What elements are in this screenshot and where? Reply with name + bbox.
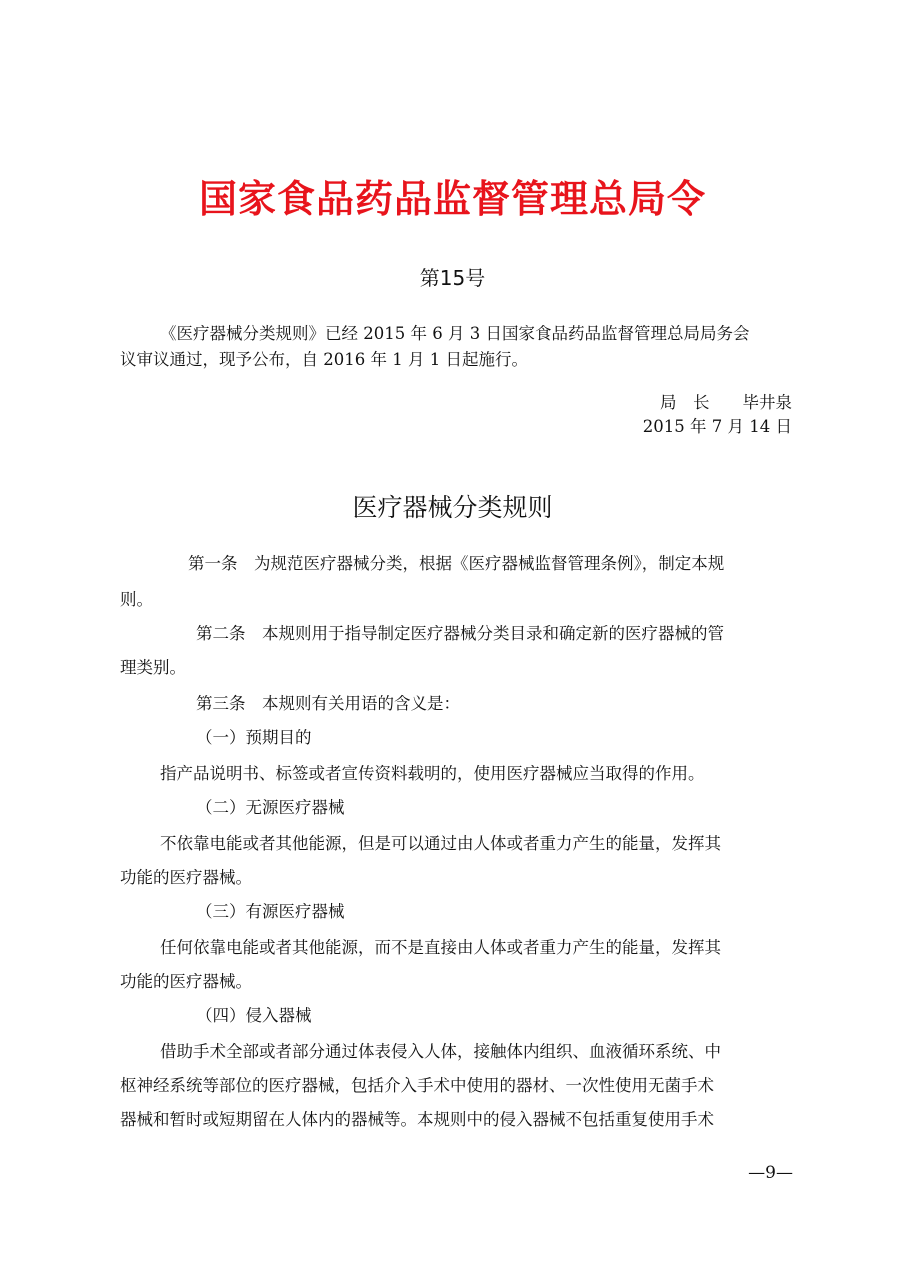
- article-2-line-2: 理类别。: [120, 658, 186, 677]
- announcement-line-2: 议审议通过，现予公布，自 2016 年 1 月 1 日起施行。: [120, 350, 528, 369]
- term-4-definition-line-1: 借助手术全部或者部分通过体表侵入人体，接触体内组织、血液循环系统、中: [160, 1042, 721, 1061]
- term-3-heading: （三）有源医疗器械: [196, 902, 345, 921]
- term-4-heading: （四）侵入器械: [196, 1006, 312, 1025]
- term-2-definition-line-2: 功能的医疗器械。: [120, 868, 252, 887]
- signature-title-name: 局 长 毕井泉: [660, 393, 792, 412]
- article-2-line-1: 第二条 本规则用于指导制定医疗器械分类目录和确定新的医疗器械的管: [196, 624, 724, 643]
- signature-date: 2015 年 7 月 14 日: [642, 417, 792, 436]
- term-1-heading: （一）预期目的: [196, 728, 312, 747]
- decree-title: 国家食品药品监督管理总局令: [198, 177, 706, 221]
- term-4-definition-line-3: 器械和暂时或短期留在人体内的器械等。本规则中的侵入器械不包括重复使用手术: [120, 1110, 714, 1129]
- article-3: 第三条 本规则有关用语的含义是：: [196, 694, 460, 713]
- term-1-definition: 指产品说明书、标签或者宣传资料载明的，使用医疗器械应当取得的作用。: [160, 764, 705, 783]
- article-1-line-1: 第一条 为规范医疗器械分类，根据《医疗器械监督管理条例》，制定本规: [188, 554, 725, 573]
- article-1-line-2: 则。: [120, 590, 153, 609]
- term-4-definition-line-2: 枢神经系统等部位的医疗器械，包括介入手术中使用的器材、一次性使用无菌手术: [120, 1076, 714, 1095]
- term-3-definition-line-2: 功能的医疗器械。: [120, 972, 252, 991]
- page-number: —9—: [748, 1163, 793, 1183]
- term-2-heading: （二）无源医疗器械: [196, 798, 345, 817]
- announcement-line-1: 《医疗器械分类规则》已经 2015 年 6 月 3 日国家食品药品监督管理总局局务会: [160, 324, 750, 343]
- term-3-definition-line-1: 任何依靠电能或者其他能源，而不是直接由人体或者重力产生的能量，发挥其: [160, 938, 721, 957]
- rules-title: 医疗器械分类规则: [352, 493, 553, 522]
- decree-number: 第15号: [419, 266, 486, 290]
- term-2-definition-line-1: 不依靠电能或者其他能源，但是可以通过由人体或者重力产生的能量，发挥其: [160, 834, 721, 853]
